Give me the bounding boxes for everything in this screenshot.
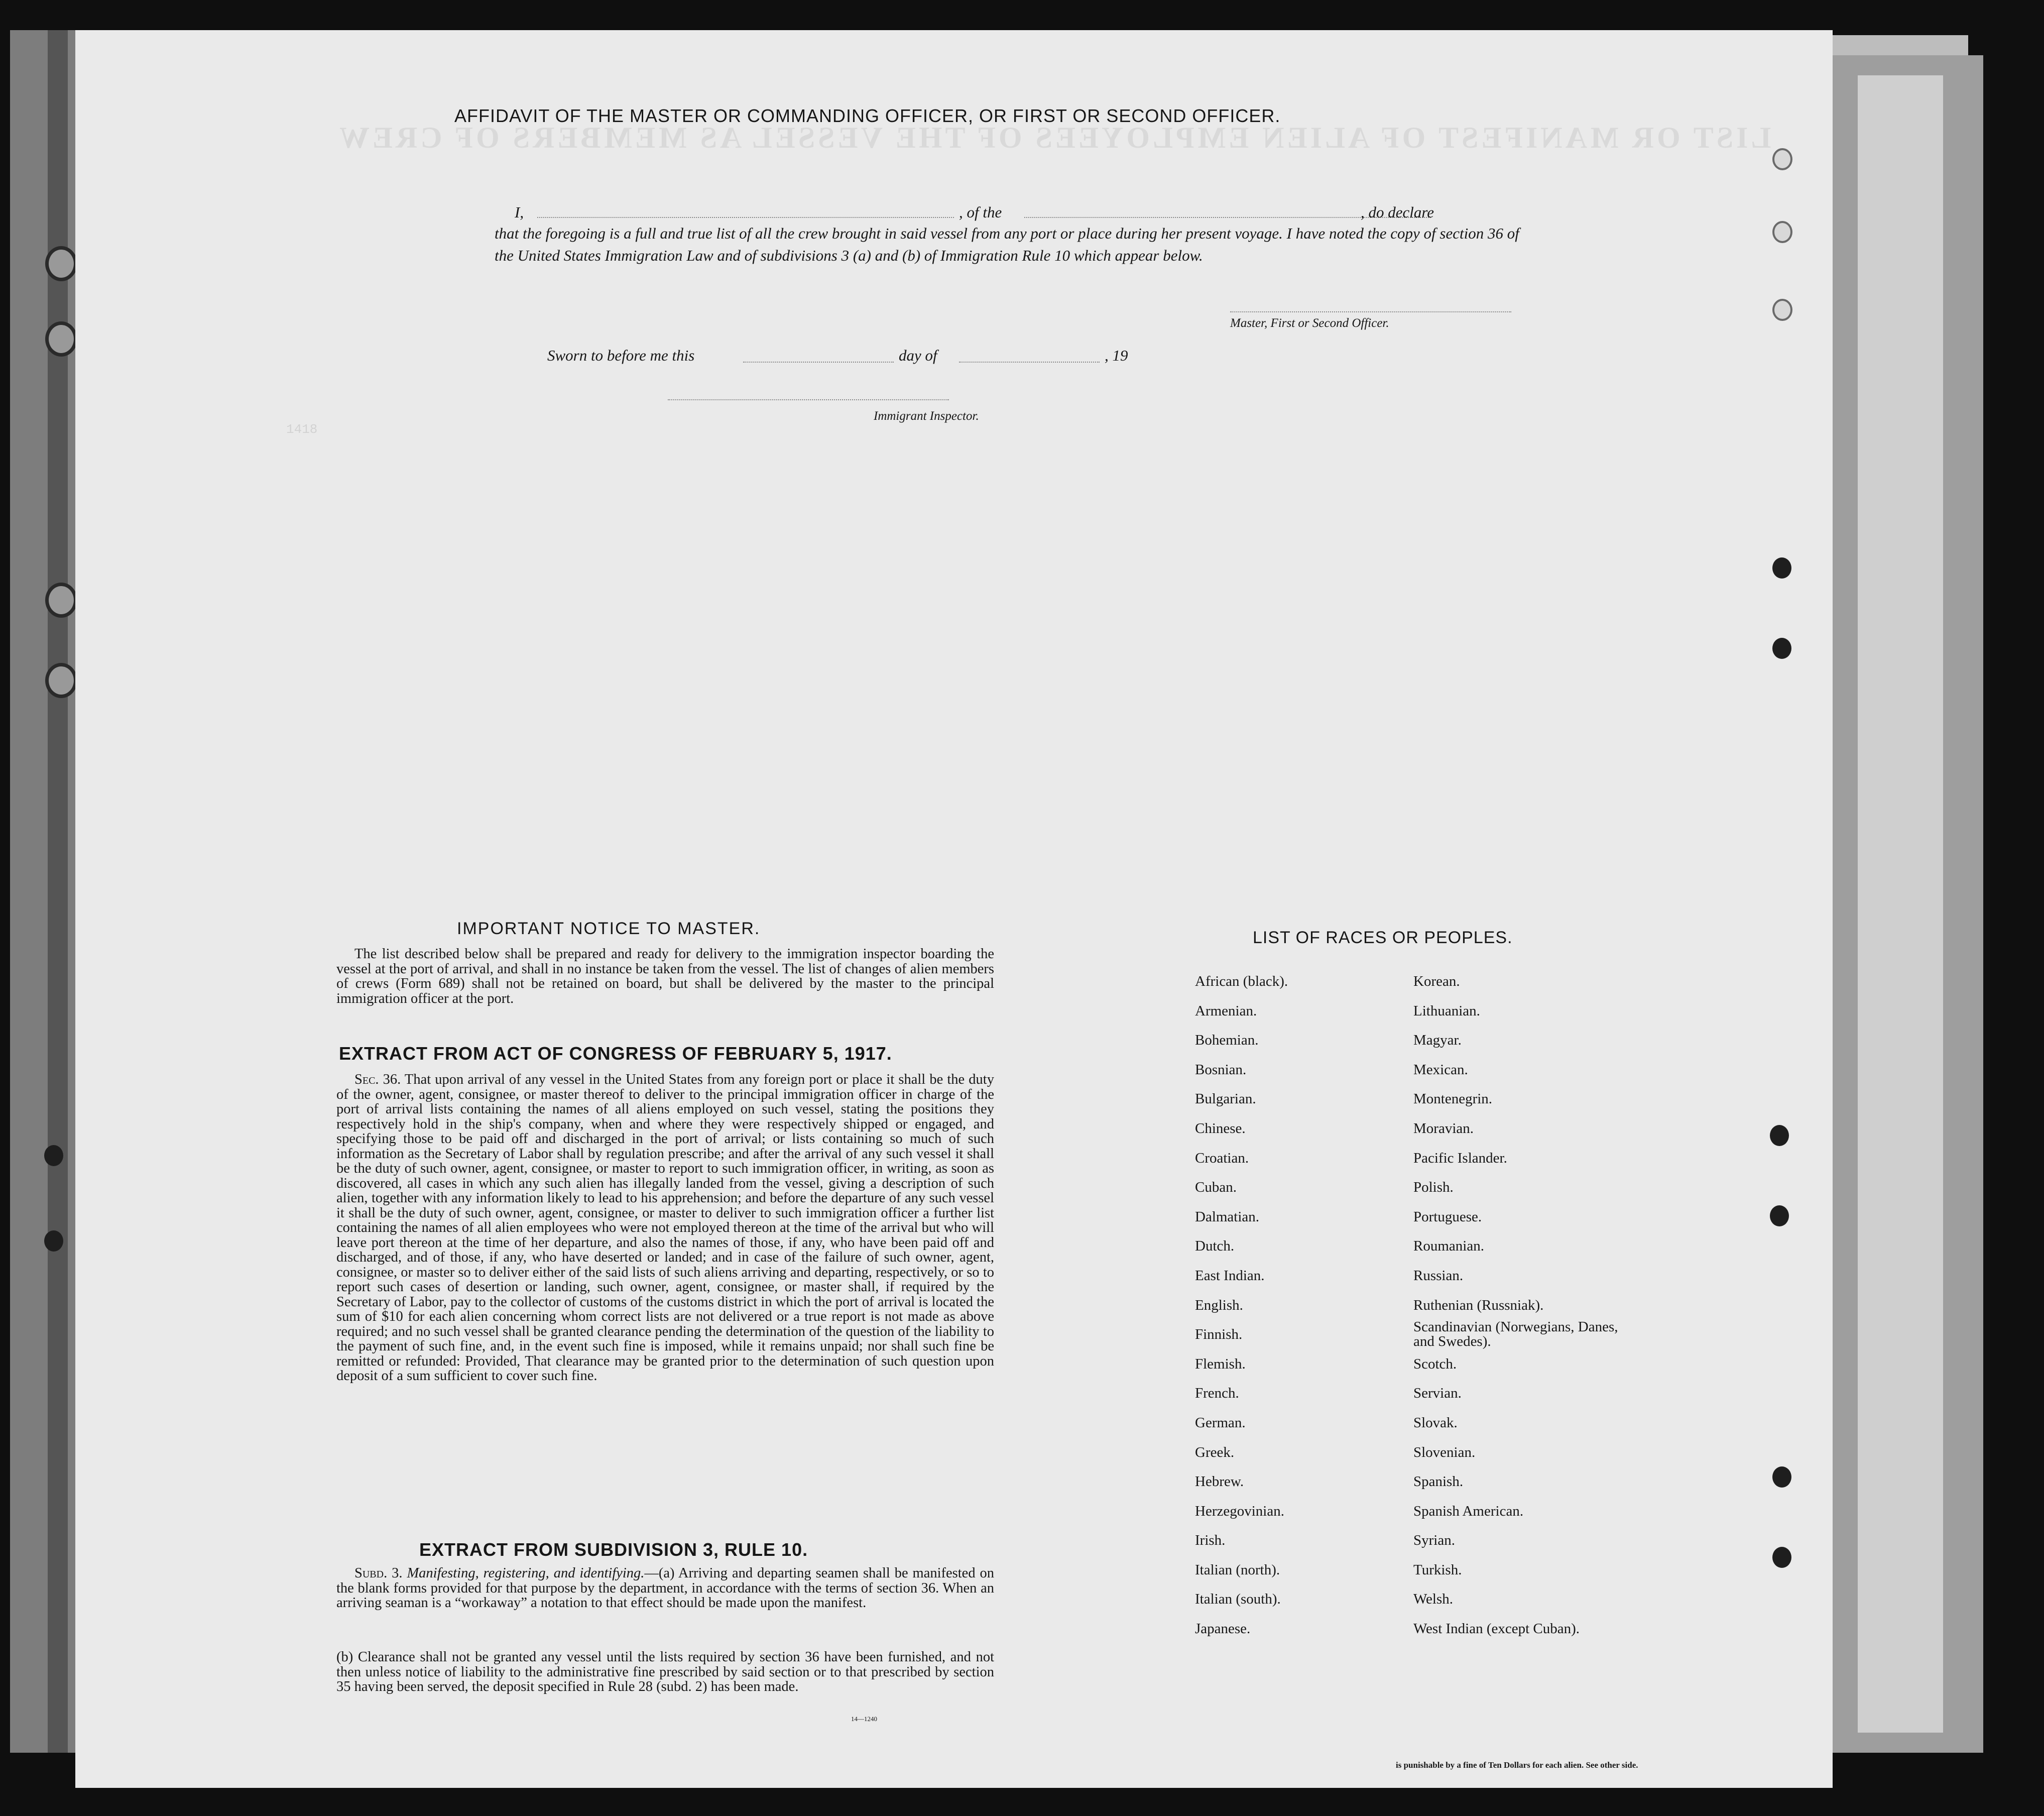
act-extract-heading: EXTRACT FROM ACT OF CONGRESS OF FEBRUARY 5, 1917.	[339, 1043, 892, 1064]
race-item: Pacific Islander.	[1413, 1150, 1507, 1166]
punch-hole-icon	[1772, 1466, 1791, 1488]
race-item: Spanish American.	[1413, 1503, 1524, 1519]
punch-hole-icon	[1772, 148, 1792, 170]
race-item: Japanese.	[1195, 1621, 1251, 1637]
punch-hole-icon	[1770, 1205, 1789, 1226]
race-item: Armenian.	[1195, 1002, 1257, 1019]
punch-hole-icon	[1770, 1125, 1789, 1146]
rule-extract-heading: EXTRACT FROM SUBDIVISION 3, RULE 10.	[419, 1539, 808, 1560]
race-item: Chinese.	[1195, 1120, 1246, 1137]
race-item: Bulgarian.	[1195, 1091, 1256, 1107]
sworn-label: Sworn to before me this	[547, 347, 695, 364]
binder-ring-icon	[45, 321, 77, 357]
subdivision-b-text: (b) Clearance shall not be granted any vessel until the lists required by section 36 have been furnished, and not then unless notice of liability to the administrative fine prescribed by said section or to that prescribed by section 35 having been served, the deposit specified in Rule 28 (subd. 2) has been made.	[336, 1649, 994, 1694]
race-item: African (black).	[1195, 973, 1288, 989]
race-item: West Indian (except Cuban).	[1413, 1621, 1580, 1637]
race-item: Russian.	[1413, 1267, 1464, 1284]
races-column-2	[1413, 967, 1624, 1644]
race-item: Welsh.	[1413, 1591, 1454, 1608]
subd-label: Subd. 3.	[354, 1565, 403, 1581]
binder-ring-icon	[45, 583, 77, 618]
race-item: Finnish.	[1195, 1326, 1243, 1343]
punch-hole-icon	[1772, 557, 1791, 579]
signature-blank-line[interactable]	[1230, 311, 1511, 312]
race-item: Syrian.	[1413, 1532, 1455, 1549]
race-item: Turkish.	[1413, 1561, 1462, 1578]
race-item: Bohemian.	[1195, 1032, 1259, 1049]
inspector-blank-line[interactable]	[668, 399, 949, 400]
notice-text: The list described below shall be prepared and ready for delivery to the immigration inspector boarding the vessel at the port of arrival, and shall in no instance be taken from the vessel. The list of changes of alien members of crews (Form 689) shall not be retained on board, but shall be delivered by the master to the principal immigration officer at the port.	[336, 946, 994, 1006]
punch-hole-icon	[1772, 299, 1792, 321]
punch-hole-icon	[1772, 638, 1791, 659]
race-item: Slovenian.	[1413, 1444, 1476, 1460]
race-item: Italian (north).	[1195, 1561, 1280, 1578]
race-item: Spanish.	[1413, 1473, 1464, 1490]
affidavit-do-declare: , do declare	[1361, 203, 1434, 221]
notice-heading: IMPORTANT NOTICE TO MASTER.	[457, 919, 761, 938]
punch-hole-icon	[1772, 1547, 1791, 1568]
race-item: Croatian.	[1195, 1150, 1249, 1166]
form-code: 14—1240	[851, 1715, 877, 1723]
binder-ring-icon	[45, 246, 77, 281]
binder-ring-icon	[45, 663, 77, 698]
section-label: Sec. 36.	[354, 1072, 401, 1087]
affidavit-of-the: , of the	[959, 203, 1002, 221]
race-item: Roumanian.	[1413, 1238, 1484, 1255]
name-blank-line[interactable]	[537, 217, 954, 218]
race-item: Cuban.	[1195, 1179, 1237, 1196]
inspector-label: Immigrant Inspector.	[874, 409, 979, 423]
year-label: , 19	[1105, 347, 1128, 364]
race-item: Lithuanian.	[1413, 1002, 1480, 1019]
race-item: Flemish.	[1195, 1355, 1246, 1372]
race-item: English.	[1195, 1297, 1243, 1313]
race-item: Korean.	[1413, 973, 1460, 989]
subdivision-a-text	[336, 1566, 994, 1611]
punch-hole-icon	[44, 1230, 63, 1252]
race-item: Polish.	[1413, 1179, 1454, 1196]
signature-label: Master, First or Second Officer.	[1230, 316, 1389, 330]
races-column-1	[1195, 967, 1288, 1644]
subd-a-body: —(a) Arriving and departing seamen shall be manifested on the blank forms provided for that purpose by the department, in accordance with the terms of section 36. When an arriving seaman is a “workaway” a notation to that effect should be made upon the manifest.	[336, 1565, 994, 1611]
binder-strip-shadow	[48, 30, 68, 1753]
section-36-body: That upon arrival of any vessel in the United States from any foreign port or place it shall be the duty of the owner, agent, consignee, or master thereof to deliver to the principal immigration officer in charge of the port of arrival lists containing the names of all aliens employed on such vessel, stating the positions they respectively hold in the ship's company, when and where they were respectively shipped or engaged, and specifying those to be paid off and discharged in the port of arrival; or lists containing so much of such information as the Secretary of Labor shall by regulation prescribe; and after the arrival of any such vessel it shall be the duty of such owner, agent, consignee, or master to report to such immigration officer, in writing, as soon as discovered, all cases in which any such alien has illegally landed from the vessel, giving a description of such alien, together with any information likely to lead to his apprehension; and before the departure of any such vessel it shall be the duty of such owner, agent, consignee, or master to deliver to such immigration officer a further list containing the names of all alien employees who were not employed thereon at the time of the arrival but who will leave port thereon at the time of her departure, and also the names of those, if any, who have been paid off and discharged, and of those, if any, who have deserted or landed; and in case of the failure of such owner, agent, consignee, or master so to deliver either of the said lists of such aliens arriving and departing, respectively, or so to report such cases of desertion or landing, such owner, agent, consignee, or master shall, if required by the Secretary of Labor, pay to the collector of customs of the customs district in which the port of arrival is located the sum of $10 for each alien concerning whom correct lists are not delivered or a true report is not made as above required; and no such vessel shall be granted clearance pending the determination of the question of the liability to the payment of such fine, and, in the event such fine is imposed, while it remains unpaid; nor shall such fine be remitted or refunded: Provided, That clearance may be granted prior to the determination of such question upon deposit of a sum sufficient to cover such fine.	[336, 1072, 994, 1384]
race-item: Portuguese.	[1413, 1208, 1482, 1225]
race-item: Servian.	[1413, 1385, 1462, 1402]
race-item: Scotch.	[1413, 1355, 1457, 1372]
day-of-label: day of	[899, 347, 937, 364]
race-item: East Indian.	[1195, 1267, 1265, 1284]
month-blank-line[interactable]	[959, 362, 1100, 363]
manifest-sheet	[75, 30, 1833, 1788]
race-item: Hebrew.	[1195, 1473, 1244, 1490]
race-item: Scandinavian (Norwegians, Danes, and Swedes).	[1413, 1319, 1618, 1350]
races-heading: LIST OF RACES OR PEOPLES.	[1253, 928, 1513, 947]
race-item: Moravian.	[1413, 1120, 1474, 1137]
race-item: Mexican.	[1413, 1061, 1468, 1078]
race-item: French.	[1195, 1385, 1239, 1402]
race-item: Irish.	[1195, 1532, 1226, 1549]
section-36-text	[336, 1072, 994, 1524]
affidavit-title: AFFIDAVIT OF THE MASTER OR COMMANDING OFFICER, OR FIRST OR SECOND OFFICER.	[454, 105, 1281, 126]
subd-title: Manifesting, registering, and identifying.	[407, 1565, 645, 1581]
race-item: Greek.	[1195, 1444, 1235, 1460]
punch-hole-icon	[1772, 221, 1792, 243]
race-item: Dutch.	[1195, 1238, 1235, 1255]
fine-note: is punishable by a fine of Ten Dollars for each alien. See other side.	[1396, 1760, 1638, 1770]
race-item: Italian (south).	[1195, 1591, 1281, 1608]
affidavit-i-label: I,	[515, 203, 524, 221]
race-item: Magyar.	[1413, 1032, 1462, 1049]
race-item: Bosnian.	[1195, 1061, 1247, 1078]
punch-hole-icon	[44, 1145, 63, 1166]
day-blank-line[interactable]	[743, 362, 894, 363]
affidavit-body: that the foregoing is a full and true list of all the crew brought in said vessel from any port or place during her present voyage. I have noted the copy of section 36 of the United States Immigration Law and of subdivisions 3 (a) and (b) of Immigration Rule 10 which appear below.	[495, 224, 1519, 264]
race-item: Slovak.	[1413, 1414, 1458, 1431]
underlying-page-edge-light	[1858, 75, 1943, 1733]
race-item: Herzegovinian.	[1195, 1503, 1284, 1519]
race-item: Ruthenian (Russniak).	[1413, 1297, 1544, 1313]
bleed-through-text: LIST OR MANIFEST OF ALIEN EMPLOYEES OF THE VESSEL AS MEMBERS OF CREW	[336, 121, 1771, 154]
race-item: Dalmatian.	[1195, 1208, 1260, 1225]
bleed-through-rows: 1418	[286, 422, 960, 437]
race-item: German.	[1195, 1414, 1246, 1431]
race-item: Montenegrin.	[1413, 1091, 1493, 1107]
